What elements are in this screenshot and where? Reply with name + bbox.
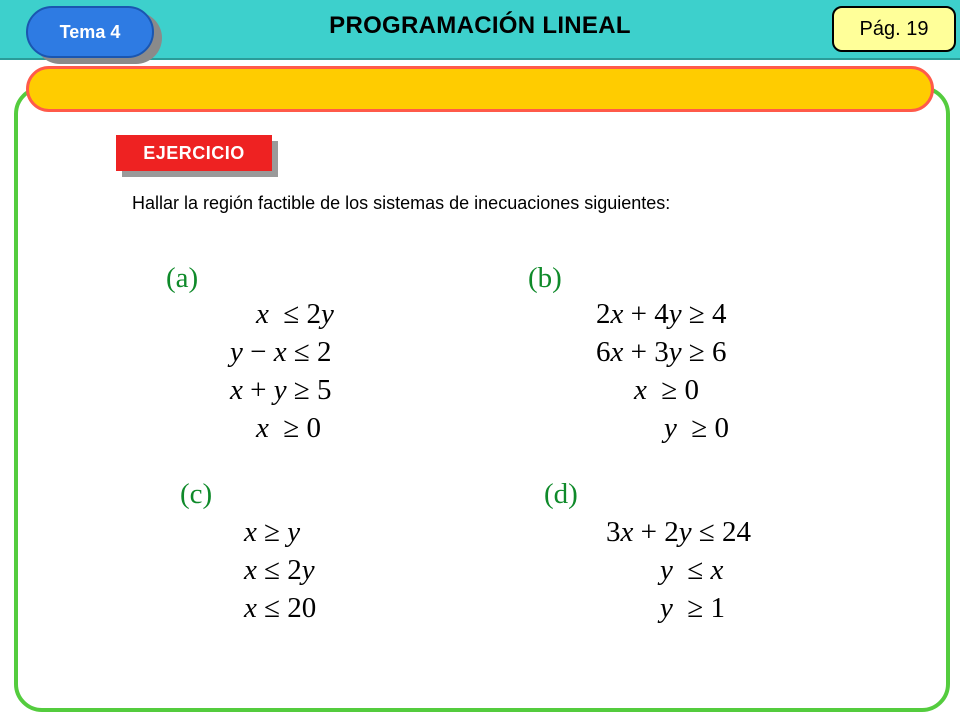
page-title: PROGRAMACIÓN LINEAL <box>329 12 631 39</box>
system-b-line-4: y ≥ 0 <box>664 412 730 444</box>
system-c-label: (c) <box>180 478 213 510</box>
topic-badge[interactable]: Tema 4 <box>26 6 154 58</box>
content-frame <box>14 86 950 712</box>
system-a-label: (a) <box>166 262 199 294</box>
exercise-instruction: Hallar la región factible de los sistemas de inecuaciones siguientes: <box>132 193 671 213</box>
banner-bar <box>26 66 934 112</box>
system-c-line-3: x ≤ 20 <box>244 592 317 624</box>
system-c-line-1: x ≥ y <box>244 516 301 548</box>
system-b-label: (b) <box>528 262 562 294</box>
system-d-line-1: 3x + 2y ≤ 24 <box>606 516 752 548</box>
system-d-line-2: y ≤ x <box>660 554 724 586</box>
system-a-line-4: x ≥ 0 <box>256 412 322 444</box>
system-b-line-3: x ≥ 0 <box>634 374 700 406</box>
system-a-line-3: x + y ≥ 5 <box>230 374 332 406</box>
system-c-line-2: x ≤ 2y <box>244 554 315 586</box>
system-a-line-1: x ≤ 2y <box>256 298 334 330</box>
exercise-label: EJERCICIO <box>116 135 272 171</box>
system-b-line-1: 2x + 4y ≥ 4 <box>596 298 727 330</box>
page-number: Pág. 19 <box>832 6 956 52</box>
system-d-line-3: y ≥ 1 <box>660 592 726 624</box>
system-a-line-2: y − x ≤ 2 <box>230 336 332 368</box>
system-d-label: (d) <box>544 478 578 510</box>
system-b-line-2: 6x + 3y ≥ 6 <box>596 336 727 368</box>
